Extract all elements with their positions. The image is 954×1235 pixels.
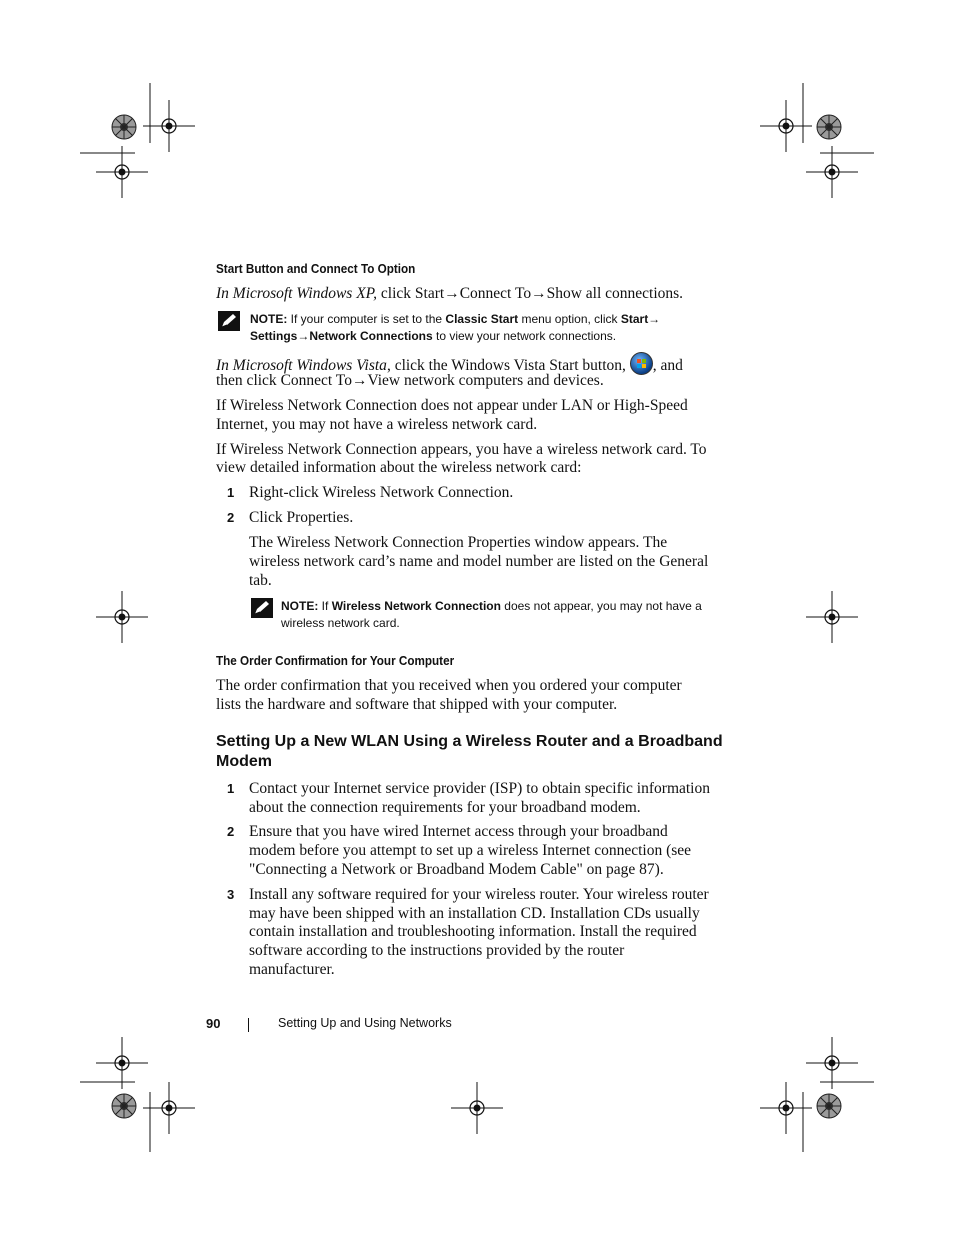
wlan-step2-line1: Ensure that you have wired Internet access through your broadband xyxy=(249,823,668,840)
detail-text: wireless network card’s name and model number are listed on the xyxy=(249,553,660,570)
step2-detail-line1 xyxy=(249,533,667,552)
footer-separator xyxy=(248,1018,249,1032)
step-period: . xyxy=(509,484,514,501)
page-number: 90 xyxy=(206,1016,221,1031)
step-number: 2 xyxy=(227,510,235,525)
vista-text: , click the Windows Vista Start button, xyxy=(386,357,626,374)
note-label: NOTE: xyxy=(250,312,288,326)
registration-mark xyxy=(760,1082,812,1134)
note1-line1 xyxy=(250,311,660,328)
vista-menu-path: Connect To→View network computers and devices xyxy=(280,372,600,389)
note-text: menu option, click xyxy=(518,312,621,326)
wlan-step1-line2: about the connection requirements for your broadband modem. xyxy=(249,799,641,816)
note-text: does not appear, you may not have a xyxy=(500,599,702,613)
para-appears-line2: view detailed information about the wireless network card: xyxy=(216,459,582,476)
wireless-network-connection-label: Wireless Network Connection xyxy=(331,599,501,613)
registration-mark xyxy=(96,1037,148,1089)
step-text: Click xyxy=(249,509,287,526)
step-number: 1 xyxy=(227,781,235,796)
crop-mark-top-left xyxy=(80,83,150,153)
general-tab-label: General xyxy=(659,553,709,570)
step2-detail-line2 xyxy=(249,552,708,571)
note-pencil-icon xyxy=(218,311,240,331)
xp-period: . xyxy=(679,285,684,302)
registration-mark xyxy=(806,146,858,198)
detail-text: The xyxy=(249,534,277,551)
section-heading-order-confirmation: The Order Confirmation for Your Computer xyxy=(216,653,455,668)
note-label: NOTE: xyxy=(281,599,319,613)
wlan-step2-line2: modem before you attempt to set up a wireless Internet connection (see xyxy=(249,842,692,859)
step-text: Right-click xyxy=(249,484,323,501)
wlan-step3-line5: manufacturer. xyxy=(249,961,335,978)
wireless-network-connection-label: Wireless Network Connection xyxy=(322,484,510,501)
section-heading-wlan-line2: Modem xyxy=(216,753,272,770)
detail-text: window appears. The xyxy=(530,534,668,551)
registration-mark xyxy=(806,591,858,643)
order-para-line1: The order confirmation that you received when you ordered your computer xyxy=(216,677,682,694)
wlan-step3-line2: may have been shipped with an installation CD. Installation CDs usually xyxy=(249,905,700,922)
note-text: If your computer is set to the xyxy=(287,312,446,326)
step-number: 3 xyxy=(227,887,235,902)
color-bar-top-left xyxy=(112,115,136,139)
vista-os-name: In Microsoft Windows Vista xyxy=(216,357,387,374)
wlan-step1-line1: Contact your Internet service provider (ISP) to obtain specific information xyxy=(249,780,710,797)
windows-vista-start-icon xyxy=(630,352,653,375)
wlan-step3-line1: Install any software required for your wireless router. Your wireless router xyxy=(249,886,709,903)
xp-click-text: click xyxy=(377,285,415,302)
note-pencil-icon xyxy=(251,598,273,618)
vista-then: then click xyxy=(216,372,281,389)
crop-mark-bottom-left xyxy=(80,1082,150,1152)
note-menu-path: Start→ xyxy=(620,312,661,326)
vista-instruction-line2 xyxy=(216,371,604,390)
registration-mark xyxy=(760,100,812,152)
registration-mark xyxy=(806,1037,858,1089)
classic-start-label: Classic Start xyxy=(445,312,519,326)
color-bar-bottom-left xyxy=(112,1094,136,1118)
xp-os-name: In Microsoft Windows XP, xyxy=(216,285,378,302)
crop-mark-top-right xyxy=(803,83,874,153)
vista-and: , and xyxy=(652,357,683,374)
color-bar-top-right xyxy=(817,115,841,139)
registration-mark xyxy=(143,1082,195,1134)
wlan-step3-line4: software according to the instructions provided by the router xyxy=(249,942,625,959)
order-para-line2: lists the hardware and software that shipped with your computer. xyxy=(216,696,618,713)
note2-line1 xyxy=(281,598,702,615)
xp-menu-path: Start→Connect To→Show all connections xyxy=(414,285,680,302)
step1-text xyxy=(249,483,513,502)
properties-label: Properties xyxy=(286,509,350,526)
para-appears-line1: If Wireless Network Connection appears, you have a wireless network card. To xyxy=(216,441,707,458)
section-heading-start-button: Start Button and Connect To Option xyxy=(216,261,416,276)
registration-mark xyxy=(451,1082,503,1134)
note-text: If xyxy=(318,599,332,613)
registration-mark xyxy=(96,146,148,198)
xp-instruction xyxy=(216,284,683,303)
para-lan-line1: If Wireless Network Connection does not appear under LAN or High-Speed xyxy=(216,397,688,414)
note-menu-path: Settings→Network Connections xyxy=(250,329,433,343)
vista-period: . xyxy=(599,372,604,389)
step2-text xyxy=(249,508,353,527)
note2-line2: wireless network card. xyxy=(281,616,400,630)
wlan-step2-line3: "Connecting a Network or Broadband Modem Cable" on page 87). xyxy=(249,861,664,878)
color-bar-bottom-right xyxy=(817,1094,841,1118)
step-number: 2 xyxy=(227,824,235,839)
note1-line2 xyxy=(250,328,616,345)
crop-mark-bottom-right xyxy=(803,1082,874,1152)
para-lan-line2: Internet, you may not have a wireless network card. xyxy=(216,416,538,433)
step-number: 1 xyxy=(227,485,235,500)
step-period: . xyxy=(349,509,354,526)
registration-mark xyxy=(96,591,148,643)
step2-detail-line3: tab. xyxy=(249,572,272,589)
section-heading-wlan-line1: Setting Up a New WLAN Using a Wireless Router and a Broadband xyxy=(216,733,723,750)
registration-mark xyxy=(143,100,195,152)
wlan-step3-line3: contain installation and troubleshooting information. Install the required xyxy=(249,923,697,940)
note-text: to view your network connections. xyxy=(432,329,617,343)
footer-section-title: Setting Up and Using Networks xyxy=(278,1016,452,1030)
properties-window-label: Wireless Network Connection Properties xyxy=(276,534,531,551)
